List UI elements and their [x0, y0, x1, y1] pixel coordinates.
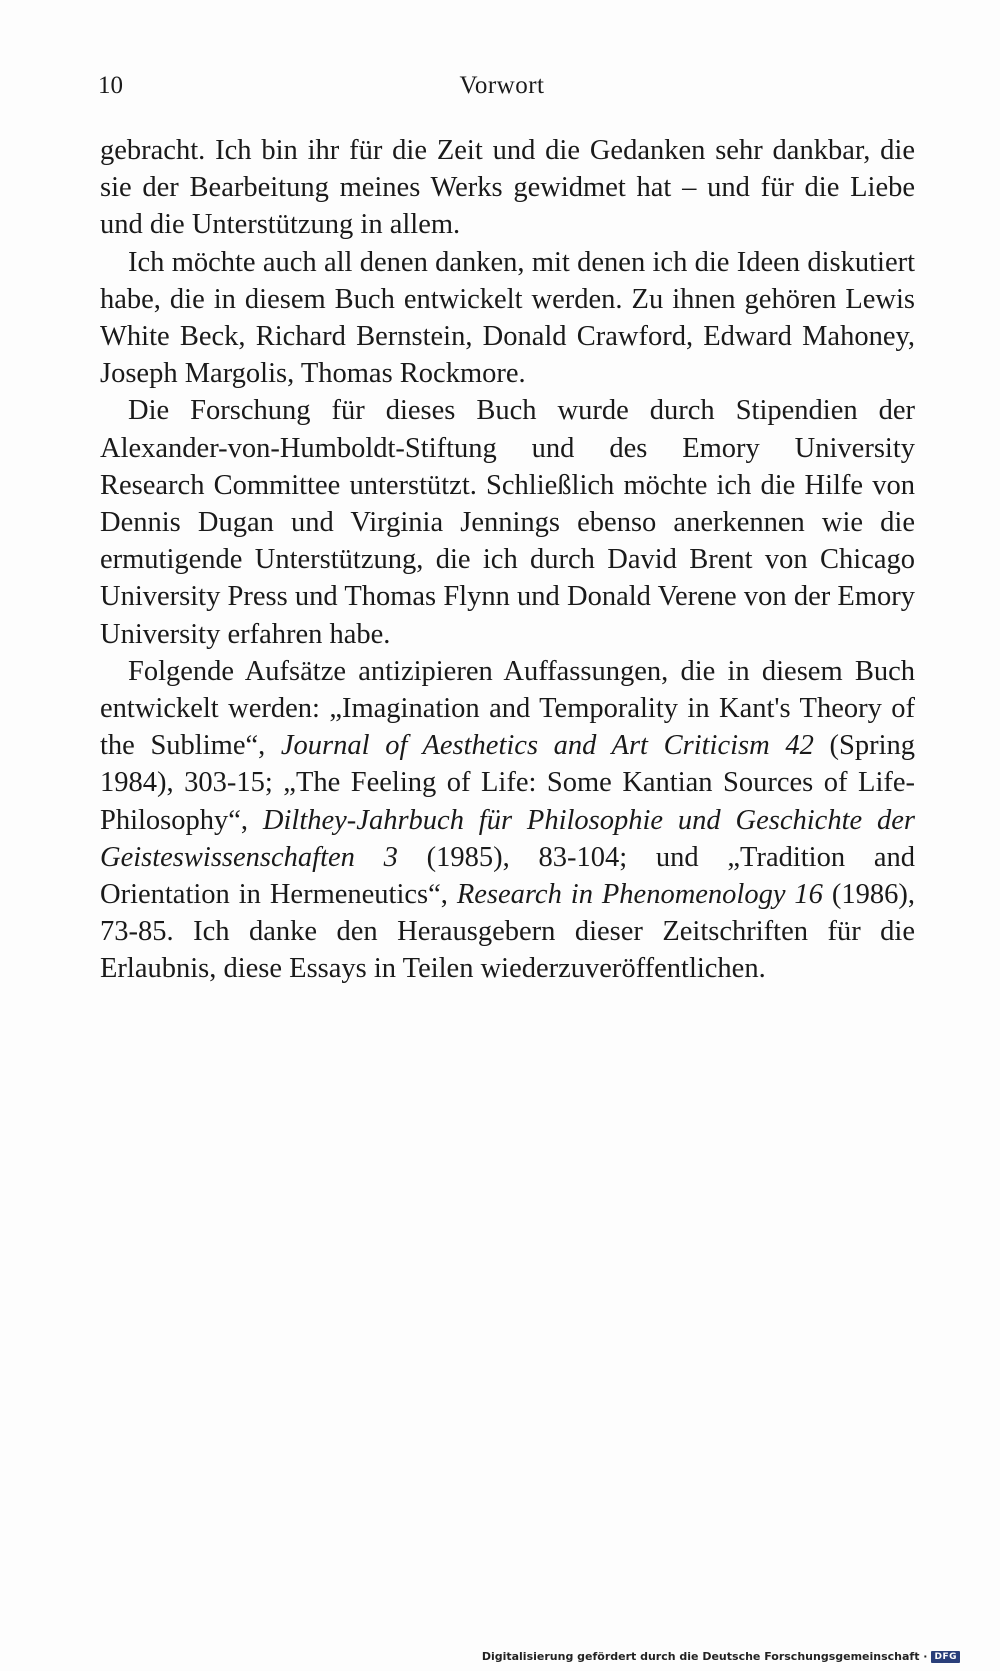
journal-title-1: Journal of Aesthetics and Art Criticism 42	[280, 730, 814, 762]
paragraph-4-text-4: (1986), 73-85. Ich danke den Herausgebern dieser Zeitschriften für die Erlaubnis, diese Essays in Teilen wiederzuveröffentlichen.	[100, 879, 915, 985]
running-head-title: Vorwort	[459, 72, 545, 99]
running-head	[98, 66, 906, 106]
paragraph-4-text-1: Folgende Aufsätze antizipieren Auffassungen, die in diesem Buch entwickelt werden: „Imagination and Temporality in Kant's Theory of the Sublime“,	[100, 655, 915, 762]
digitization-credit-text: Digitalisierung gefördert durch die Deutsche Forschungsgemeinschaft ·	[481, 1650, 928, 1663]
paragraph-4-text-2: (Spring 1984), 303-15; „The Feeling of Life: Some Kantian Sources of Life-Philosophy“,	[100, 730, 916, 836]
paragraph-3: Die Forschung für dieses Buch wurde durch Stipendien der Alexander-von-Humboldt-Stiftung und des Emory University Research Committee unterstützt. Schließlich möchte ich die Hilfe von Dennis Dugan und Virginia Jennings ebenso anerkennen wie die ermutigende Unterstützung, die ich durch David Brent von Chicago University Press und Thomas Flynn und Donald Verene von der Emory University erfahren habe.	[100, 395, 915, 650]
paragraph-4	[100, 653, 915, 988]
paragraph-4-text-3: (1985), 83-104; und „Tradition and Orientation in Hermeneutics“,	[100, 841, 915, 911]
paragraph-2: Ich möchte auch all denen danken, mit denen ich die Ideen diskutiert habe, die in diesem Buch entwickelt werden. Zu ihnen gehören Lewis White Beck, Richard Bernstein, Donald Crawford, Edward Mahoney, Joseph Margolis, Thomas Rockmore.	[100, 246, 915, 390]
journal-title-3: Research in Phenomenology 16	[456, 879, 823, 911]
body-text	[100, 132, 915, 988]
page-number: 10	[98, 72, 123, 99]
digitization-credit	[482, 1650, 960, 1663]
dfg-logo: DFG	[931, 1651, 960, 1663]
paragraph-1: gebracht. Ich bin ihr für die Zeit und die Gedanken sehr dankbar, die sie der Bearbeitung meines Werks gewidmet hat – und für die Liebe und die Unterstützung in allem.	[100, 135, 915, 241]
journal-title-2: Dilthey-Jahrbuch für Philosophie und Geschichte der Geisteswissenschaften 3	[100, 804, 915, 873]
